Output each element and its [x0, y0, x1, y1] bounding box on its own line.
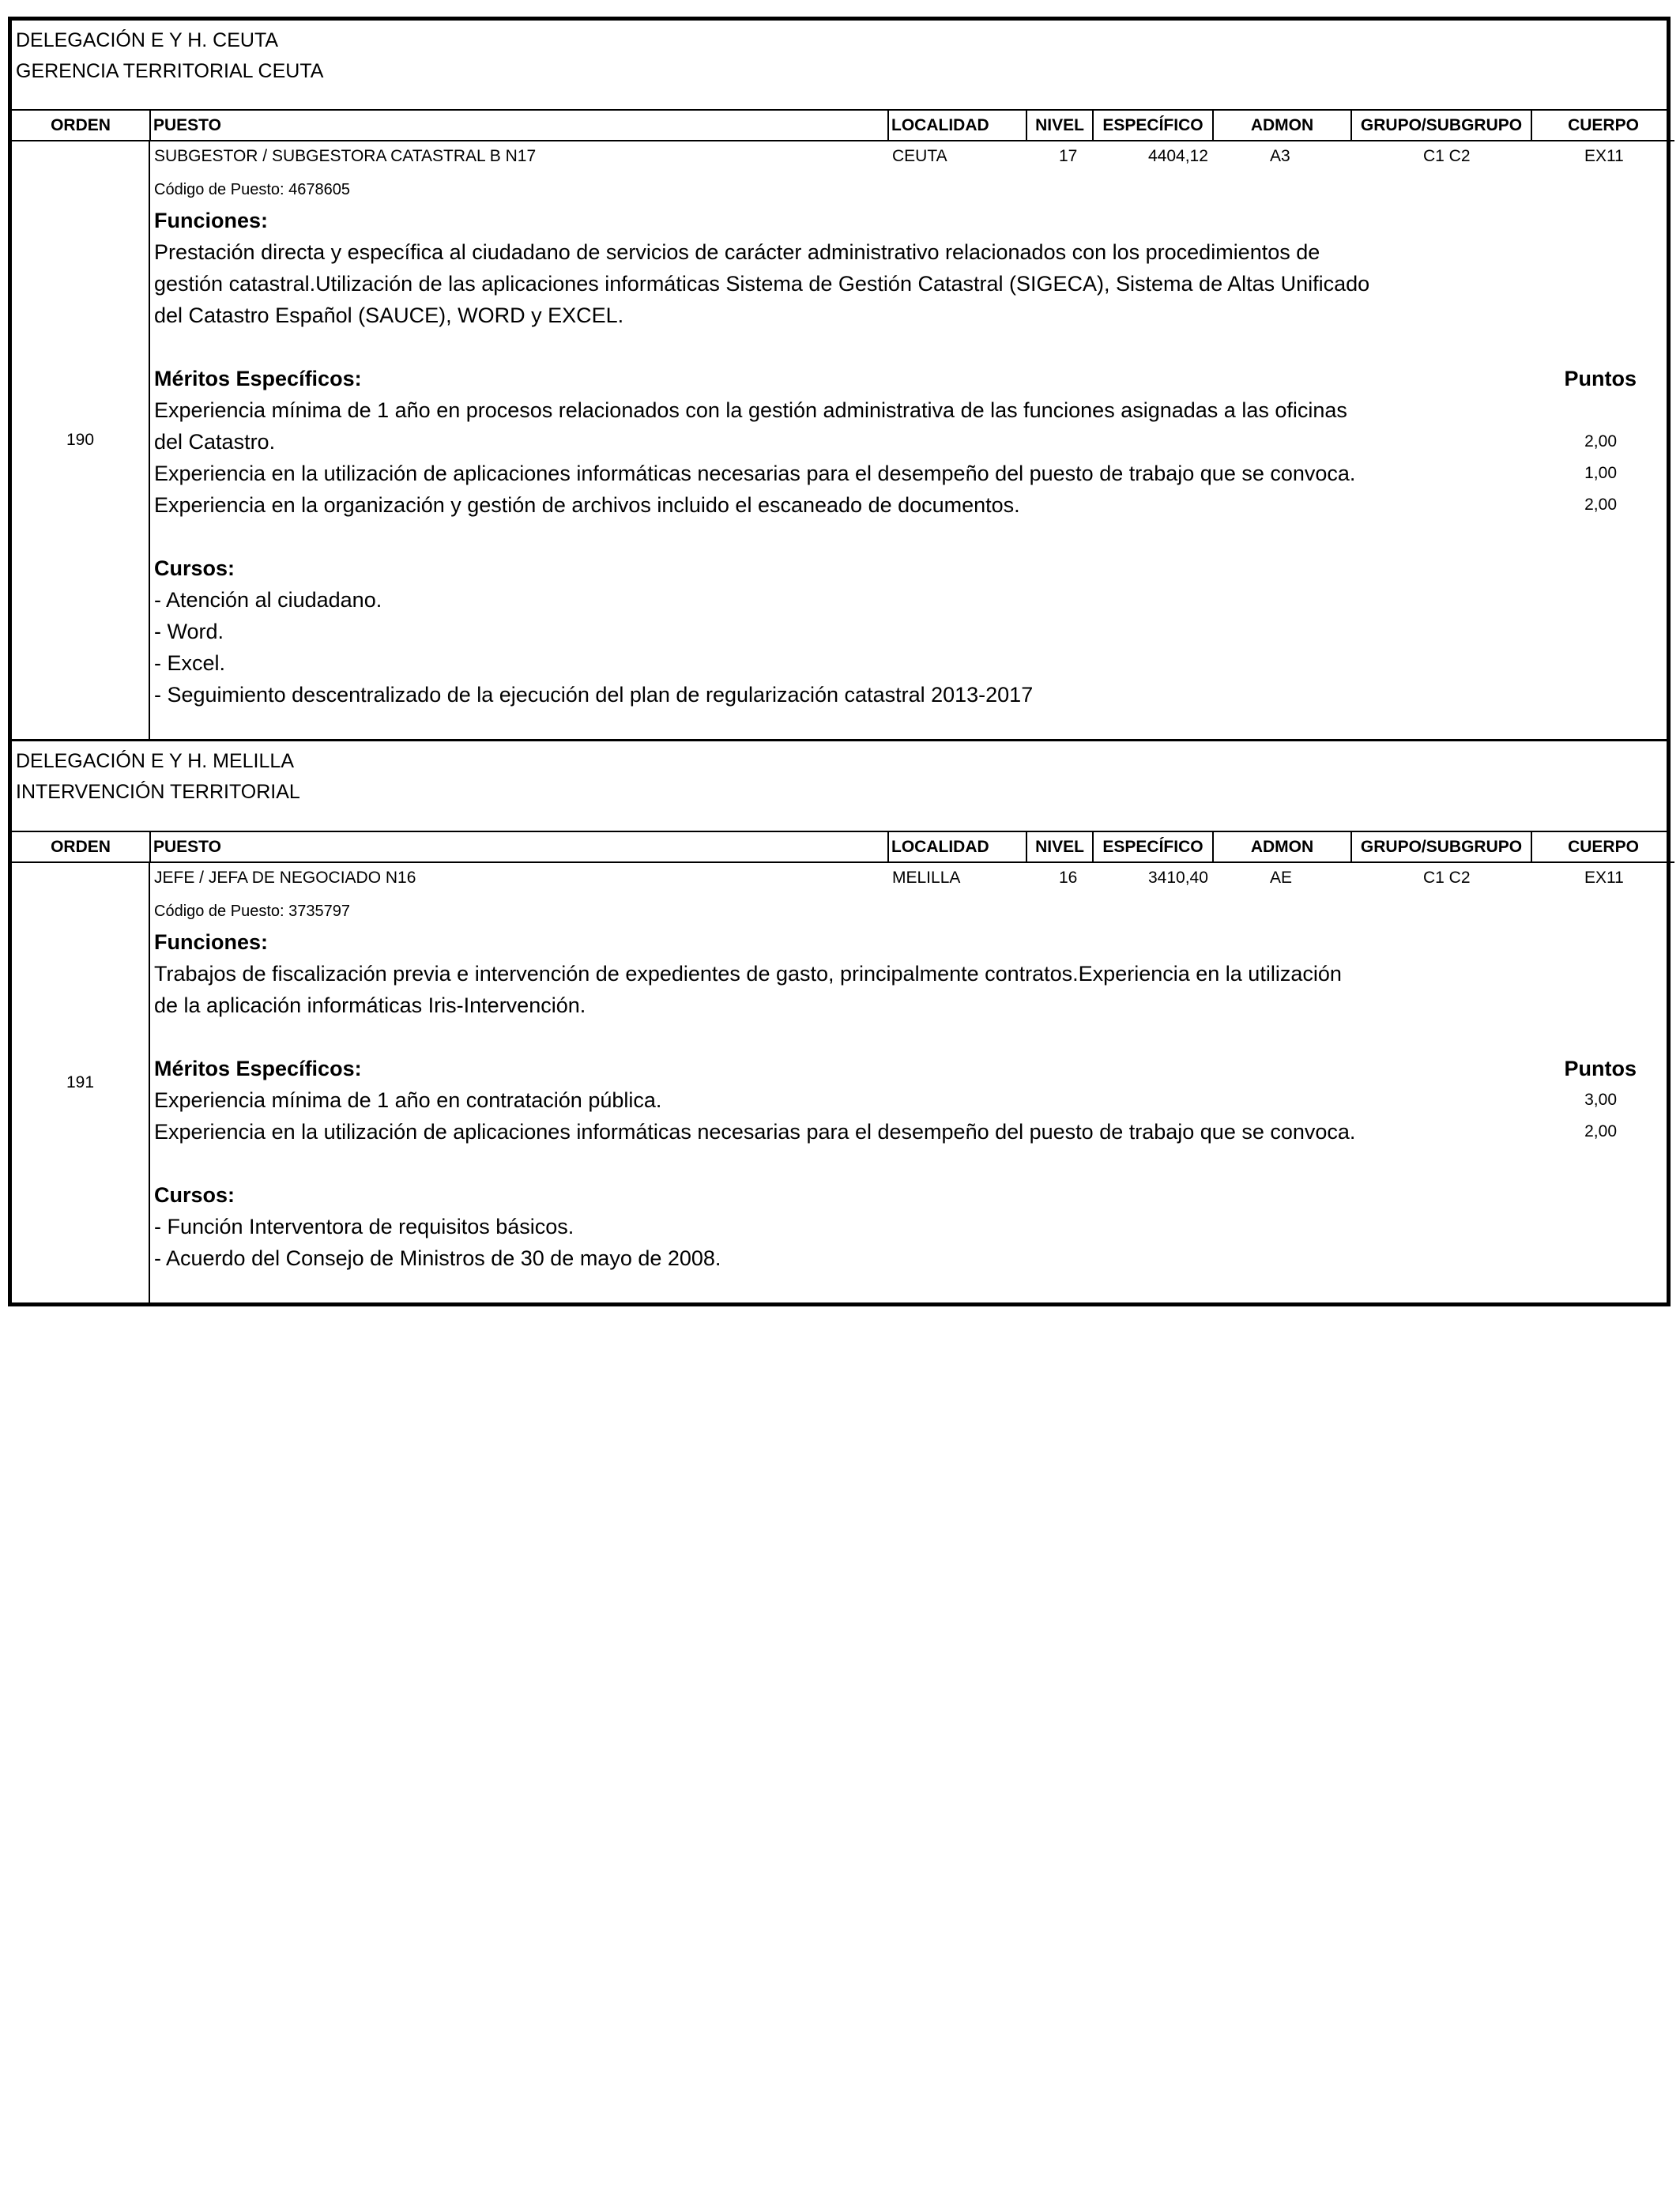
column-header-row — [12, 832, 1674, 863]
merito-text: Experiencia mínima de 1 año en procesos relacionados con la gestión administrativa de las funciones asignadas a las oficinas — [154, 398, 1347, 422]
merito-text: Experiencia en la organización y gestión de archivos incluido el escaneado de documentos. — [154, 493, 1020, 517]
especifico-value: 3410,40 — [1148, 869, 1208, 887]
header-nivel: NIVEL — [1026, 111, 1093, 141]
codigo-puesto: Código de Puesto: 3735797 — [154, 903, 350, 920]
section-header — [12, 739, 1667, 832]
job-row — [12, 863, 1667, 1302]
cursos-heading: Cursos: — [154, 556, 235, 580]
grupo-value: C1 C2 — [1423, 147, 1471, 165]
header-nivel: NIVEL — [1026, 832, 1093, 862]
funciones-heading: Funciones: — [154, 930, 269, 954]
curso-item: - Word. — [154, 620, 224, 643]
header-cuerpo: CUERPO — [1531, 832, 1674, 862]
header-especifico: ESPECÍFICO — [1093, 111, 1213, 141]
header-especifico: ESPECÍFICO — [1093, 832, 1213, 862]
header-grupo: GRUPO/SUBGRUPO — [1351, 111, 1531, 141]
curso-item: - Función Interventora de requisitos básicos. — [154, 1215, 574, 1238]
header-puesto: PUESTO — [150, 832, 888, 862]
meritos-header — [154, 1053, 1667, 1084]
merito-puntos: 2,00 — [1584, 496, 1617, 514]
merito-item — [154, 1116, 1667, 1148]
meritos-heading: Méritos Específicos: — [154, 367, 362, 390]
merito-text: Experiencia en la utilización de aplicaciones informáticas necesarias para el desempeño del puesto de trabajo que se convoca. — [154, 462, 1356, 485]
curso-item: - Excel. — [154, 651, 226, 675]
admon-value: A3 — [1270, 147, 1290, 165]
localidad-value: MELILLA — [892, 869, 961, 887]
meritos-heading: Méritos Específicos: — [154, 1057, 362, 1080]
header-puesto: PUESTO — [150, 111, 888, 141]
section-header — [12, 21, 1667, 111]
puesto-value: SUBGESTOR / SUBGESTORA CATASTRAL B N17 — [154, 147, 537, 165]
cursos-heading: Cursos: — [154, 1183, 235, 1207]
document-table — [8, 17, 1671, 1306]
funciones-heading: Funciones: — [154, 209, 269, 232]
header-admon: ADMON — [1213, 832, 1351, 862]
cuerpo-value: EX11 — [1584, 147, 1624, 165]
localidad-value: CEUTA — [892, 147, 947, 165]
merito-item — [154, 458, 1667, 489]
funciones-line: de la aplicación informáticas Iris-Intervención. — [154, 993, 586, 1017]
header-grupo: GRUPO/SUBGRUPO — [1351, 832, 1531, 862]
especifico-value: 4404,12 — [1148, 147, 1208, 165]
puntos-heading: Puntos — [1564, 367, 1637, 390]
merito-puntos: 2,00 — [1584, 432, 1617, 450]
funciones-line: Prestación directa y específica al ciudadano de servicios de carácter administrativo relacionados con los procedimientos de — [154, 240, 1320, 264]
merito-item — [154, 394, 1667, 458]
delegacion-label: DELEGACIÓN E Y H. CEUTA — [16, 29, 279, 51]
header-orden: ORDEN — [12, 111, 150, 141]
funciones-line: gestión catastral.Utilización de las aplicaciones informáticas Sistema de Gestión Catastral (SIGECA), Sistema de Altas Unificado — [154, 272, 1370, 296]
delegacion-label: DELEGACIÓN E Y H. MELILLA — [16, 750, 294, 772]
header-localidad: LOCALIDAD — [888, 111, 1026, 141]
job-summary-line — [154, 866, 1667, 896]
job-summary-line — [154, 145, 1667, 175]
admon-value: AE — [1270, 869, 1293, 887]
nivel-value: 16 — [1059, 869, 1078, 887]
header-admon: ADMON — [1213, 111, 1351, 141]
codigo-puesto: Código de Puesto: 4678605 — [154, 181, 350, 198]
merito-puntos: 1,00 — [1584, 464, 1617, 482]
job-details — [150, 141, 1667, 739]
unidad-label: INTERVENCIÓN TERRITORIAL — [16, 781, 300, 803]
nivel-value: 17 — [1059, 147, 1078, 165]
curso-item: - Seguimiento descentralizado de la ejecución del plan de regularización catastral 2013-2017 — [154, 683, 1034, 707]
header-localidad: LOCALIDAD — [888, 832, 1026, 862]
column-header-row — [12, 111, 1674, 141]
meritos-header — [154, 363, 1667, 394]
orden-value: 190 — [12, 141, 150, 739]
merito-text: Experiencia mínima de 1 año en contratación pública. — [154, 1088, 662, 1112]
job-row — [12, 141, 1667, 739]
header-orden: ORDEN — [12, 832, 150, 862]
job-details — [150, 863, 1667, 1302]
header-cuerpo: CUERPO — [1531, 111, 1674, 141]
merito-item — [154, 489, 1667, 521]
orden-value: 191 — [12, 863, 150, 1302]
merito-text: Experiencia en la utilización de aplicaciones informáticas necesarias para el desempeño del puesto de trabajo que se convoca. — [154, 1120, 1356, 1144]
curso-item: - Atención al ciudadano. — [154, 588, 382, 612]
merito-item — [154, 1084, 1667, 1116]
funciones-line: del Catastro Español (SAUCE), WORD y EXCEL. — [154, 303, 624, 327]
puntos-heading: Puntos — [1564, 1057, 1637, 1080]
curso-item: - Acuerdo del Consejo de Ministros de 30 de mayo de 2008. — [154, 1246, 721, 1270]
unidad-label: GERENCIA TERRITORIAL CEUTA — [16, 60, 324, 82]
merito-puntos: 2,00 — [1584, 1122, 1617, 1140]
puesto-value: JEFE / JEFA DE NEGOCIADO N16 — [154, 869, 416, 887]
funciones-line: Trabajos de fiscalización previa e intervención de expedientes de gasto, principalmente contratos.Experiencia en la utilización — [154, 962, 1342, 986]
merito-puntos: 3,00 — [1584, 1091, 1617, 1109]
grupo-value: C1 C2 — [1423, 869, 1471, 887]
merito-text: del Catastro. — [154, 430, 276, 454]
cuerpo-value: EX11 — [1584, 869, 1624, 887]
